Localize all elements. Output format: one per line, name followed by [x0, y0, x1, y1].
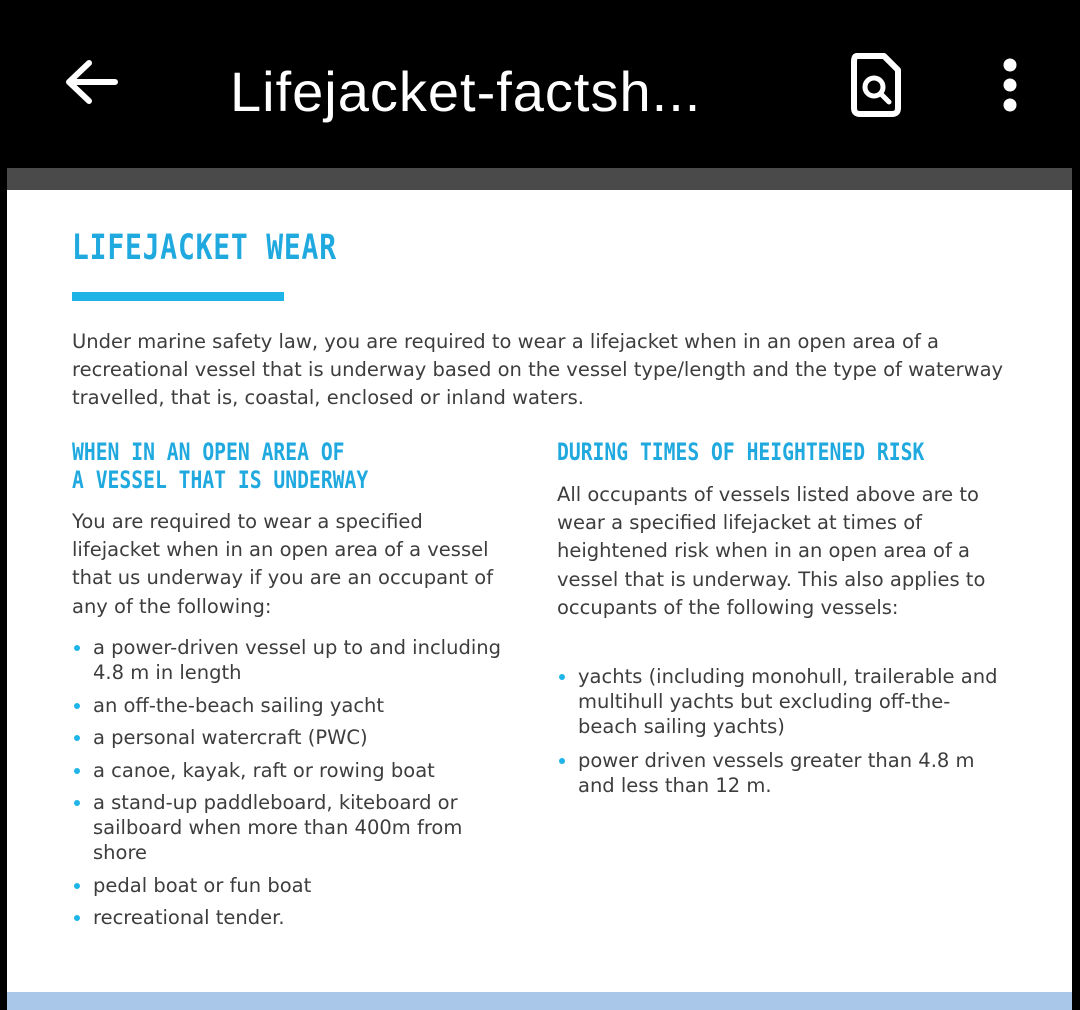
left-heading-line-2: A VESSEL THAT IS UNDERWAY — [72, 466, 369, 494]
left-bullet-list — [72, 635, 502, 938]
list-item: yachts (including monohull, trailerable and multihull yachts but excluding off-the-beach sailing yachts) — [557, 664, 1007, 739]
right-bullet-list — [557, 664, 1007, 807]
pdf-viewer[interactable] — [0, 168, 1080, 1010]
list-item: pedal boat or fun boat — [72, 873, 502, 898]
app-bar — [0, 0, 1080, 168]
left-column-heading — [72, 438, 368, 494]
intro-paragraph: Under marine safety law, you are required to wear a lifejacket when in an open area of a recreational vessel that is underway based on the vessel type/length and the type of waterway travelled, that is, coastal, enclosed or inland waters. — [72, 330, 1004, 409]
back-button[interactable] — [56, 50, 126, 114]
list-item: recreational tender. — [72, 905, 502, 930]
search-in-document-button[interactable] — [842, 50, 910, 120]
list-item: a personal watercraft (PWC) — [72, 725, 502, 750]
list-item: power driven vessels greater than 4.8 m and less than 12 m. — [557, 748, 1007, 798]
more-options-button[interactable] — [990, 50, 1030, 120]
page-top-edge — [7, 168, 1072, 190]
page-footer-band — [7, 992, 1072, 1010]
list-item: an off-the-beach sailing yacht — [72, 693, 502, 718]
document-search-icon — [848, 52, 904, 118]
list-item: a power-driven vessel up to and including 4.8 m in length — [72, 635, 502, 685]
right-column-heading: DURING TIMES OF HEIGHTENED RISK — [557, 438, 925, 466]
list-item: a canoe, kayak, raft or rowing boat — [72, 758, 502, 783]
right-column-paragraph: All occupants of vessels listed above are to wear a specified lifejacket at times of heightened risk when in an open area of a vessel that is underway. This also applies to occupants of the following vessels: — [557, 483, 986, 619]
list-item: a stand-up paddleboard, kiteboard or sailboard when more than 400m from shore — [72, 790, 502, 865]
heading-underline — [72, 292, 284, 301]
section-heading: LIFEJACKET WEAR — [72, 228, 337, 268]
arrow-left-icon — [63, 58, 119, 106]
document-title: Lifejacket-factsh... — [230, 60, 702, 123]
pdf-page — [7, 168, 1072, 1010]
more-vertical-icon — [998, 55, 1022, 115]
left-column-paragraph: You are required to wear a specified lifejacket when in an open area of a vessel that us underway if you are an occupant of any of the following: — [72, 510, 494, 618]
left-heading-line-1: WHEN IN AN OPEN AREA OF — [72, 438, 345, 466]
